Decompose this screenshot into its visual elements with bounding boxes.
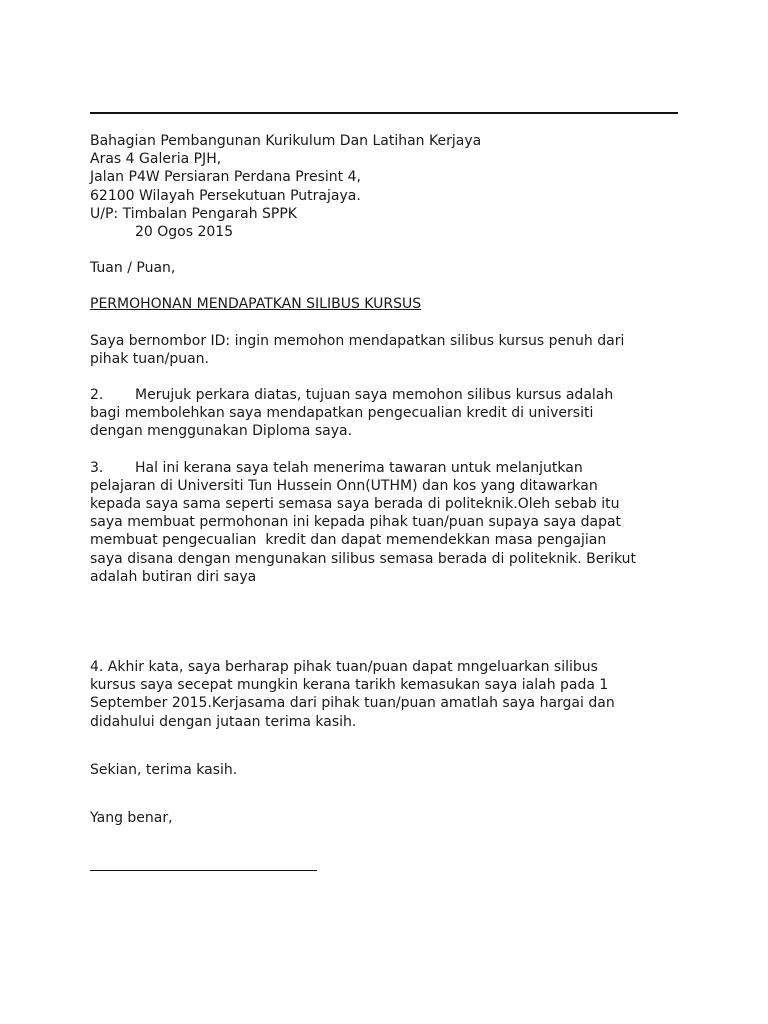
paragraph-line: bagi membolehkan saya mendapatkan pengecualian kredit di universiti — [90, 405, 594, 422]
address-line: Jalan P4W Persiaran Perdana Presint 4, — [90, 169, 361, 186]
paragraph-4 — [90, 658, 680, 731]
address-line: 62100 Wilayah Persekutuan Putrajaya. — [90, 187, 361, 204]
paragraph-line: saya membuat permohonan ini kepada pihak tuan/puan supaya saya dapat — [90, 514, 622, 531]
paragraph-line: didahului dengan jutaan terima kasih. — [90, 713, 357, 730]
address-line: Bahagian Pembangunan Kurikulum Dan Latihan Kerjaya — [90, 133, 482, 149]
salutation: Tuan / Puan, — [90, 260, 176, 277]
paragraph-line: dengan menggunakan Diploma saya. — [90, 423, 353, 440]
recipient-address — [90, 132, 680, 241]
paragraph-number: 2. — [90, 387, 104, 404]
letter-subject: PERMOHONAN MENDAPATKAN SILIBUS KURSUS — [90, 296, 422, 313]
letter-date: 20 Ogos 2015 — [135, 224, 234, 241]
paragraph-line: September 2015.Kerjasama dari pihak tuan/puan amatlah saya hargai dan — [90, 695, 615, 712]
paragraph-line: Saya bernombor ID: ingin memohon mendapatkan silibus kursus penuh dari — [90, 332, 625, 349]
paragraph-line: kursus saya secepat mungkin kerana tarikh kemasukan saya ialah pada 1 — [90, 677, 609, 694]
paragraph-line: Hal ini kerana saya telah menerima tawaran untuk melanjutkan — [135, 459, 583, 476]
paragraph-line: adalah butiran diri saya — [90, 568, 257, 585]
paragraph-line: membuat pengecualian kredit dan dapat memendekkan masa pengajian — [90, 532, 607, 549]
paragraph-line: kepada saya sama seperti semasa saya berada di politeknik.Oleh sebab itu — [90, 496, 620, 513]
paragraph-line: Merujuk perkara diatas, tujuan saya memohon silibus kursus adalah — [135, 387, 614, 404]
paragraph-number: 3. — [90, 459, 104, 476]
paragraph-line: pihak tuan/puan. — [90, 350, 209, 367]
closing-signoff: Yang benar, — [90, 810, 173, 827]
closing-thanks: Sekian, terima kasih. — [90, 761, 238, 778]
paragraph-line: 4. Akhir kata, saya berharap pihak tuan/puan dapat mngeluarkan silibus — [90, 659, 598, 676]
address-line: U/P: Timbalan Pengarah SPPK — [90, 205, 297, 222]
paragraph-2 — [90, 386, 680, 441]
signature-line — [90, 870, 317, 871]
paragraph-line: saya disana dengan mengunakan silibus semasa berada di politeknik. Berikut — [90, 550, 637, 567]
letter-body — [90, 132, 680, 827]
paragraph-1 — [90, 332, 680, 368]
paragraph-3 — [90, 459, 680, 586]
paragraph-line: pelajaran di Universiti Tun Hussein Onn(UTHM) dan kos yang ditawarkan — [90, 477, 598, 494]
header-rule — [90, 112, 678, 114]
address-line: Aras 4 Galeria PJH, — [90, 151, 222, 168]
